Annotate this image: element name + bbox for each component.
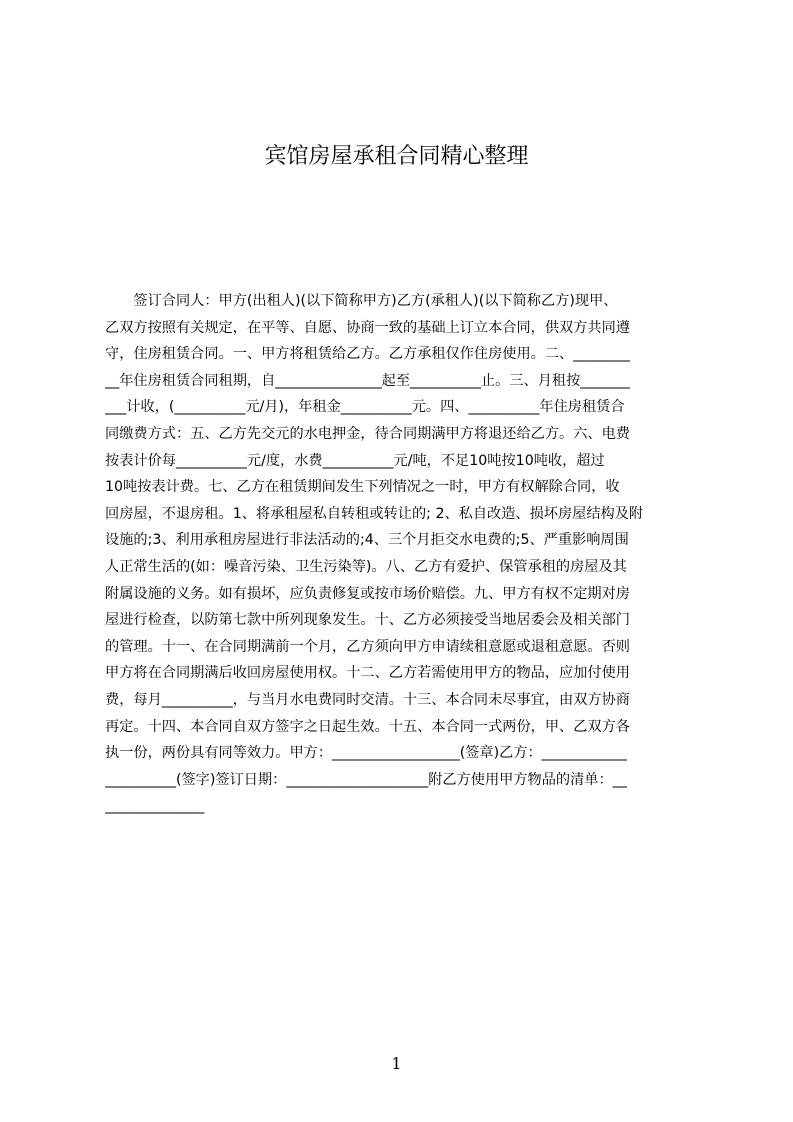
body-line: 10吨按表计费。七、乙方在租赁期间发生下列情况之一时，甲方有权解除合同，收 [105, 479, 620, 496]
body-line: 甲方将在合同期满后收回房屋使用权。十二、乙方若需使用甲方的物品，应加付使用 [105, 665, 630, 682]
body-line: 屋进行检查，以防第七款中所列现象发生。十、乙方必须接受当地居委会及相关部门 [105, 612, 630, 629]
page-number: 1 [391, 1054, 402, 1073]
body-line: ___计收，(__________元/月)，年租金__________元。四、__________年住房租赁合 [105, 399, 625, 416]
body-line: 回房屋，不退房租。1、将承租屋私自转租或转让的; 2、私自改造、损坏房屋结构及附 [105, 505, 644, 522]
body-line: 人正常生活的(如：噪音污染、卫生污染等)。八、乙方有爱护、保管承租的房屋及其 [105, 558, 627, 575]
body-line: 执一份，两份具有同等效力。甲方：__________________(签章)乙方：____________ [105, 745, 627, 762]
body-line: 费，每月__________，与当月水电费同时交清。十三、本合同未尽事宜，由双方协商 [105, 691, 630, 708]
contract-body [105, 288, 697, 820]
body-line: 签订合同人：甲方(出租人)(以下简称甲方)乙方(承租人)(以下简称乙方)现甲、 [105, 293, 618, 309]
document-title: 宾馆房屋承租合同精心整理 [264, 144, 529, 169]
body-line: __年住房租赁合同租期，自_______________起至__________止。三、月租按_______ [105, 372, 630, 389]
body-line: 的管理。十一、在合同期满前一个月，乙方须向甲方申请续租意愿或退租意愿。否则 [105, 638, 630, 655]
body-line: 附属设施的义务。如有损坏，应负责修复或按市场价赔偿。九、甲方有权不定期对房 [105, 585, 630, 602]
body-line: __________(签字)签订日期：____________________附乙方使用甲方物品的清单：__ [105, 771, 627, 788]
body-line: 同缴费方式：五、乙方先交元的水电押金，待合同期满甲方将退还给乙方。六、电费 [105, 425, 630, 442]
body-line: 再定。十四、本合同自双方签字之日起生效。十五、本合同一式两份，甲、乙双方各 [105, 718, 630, 735]
body-line: ______________ [105, 798, 205, 815]
body-line: 乙双方按照有关规定，在平等、自愿、协商一致的基础上订立本合同，供双方共同遵 [105, 319, 630, 336]
body-line: 守，住房租赁合同。一、甲方将租赁给乙方。乙方承租仅作住房使用。二、________ [105, 346, 630, 363]
body-line: 按表计价每__________元/度，水费__________元/吨，不足10吨按10吨收，超过 [105, 452, 605, 469]
body-line: 设施的;3、利用承租房屋进行非法活动的;4、三个月拒交水电费的;5、严重影响周围 [105, 532, 629, 549]
